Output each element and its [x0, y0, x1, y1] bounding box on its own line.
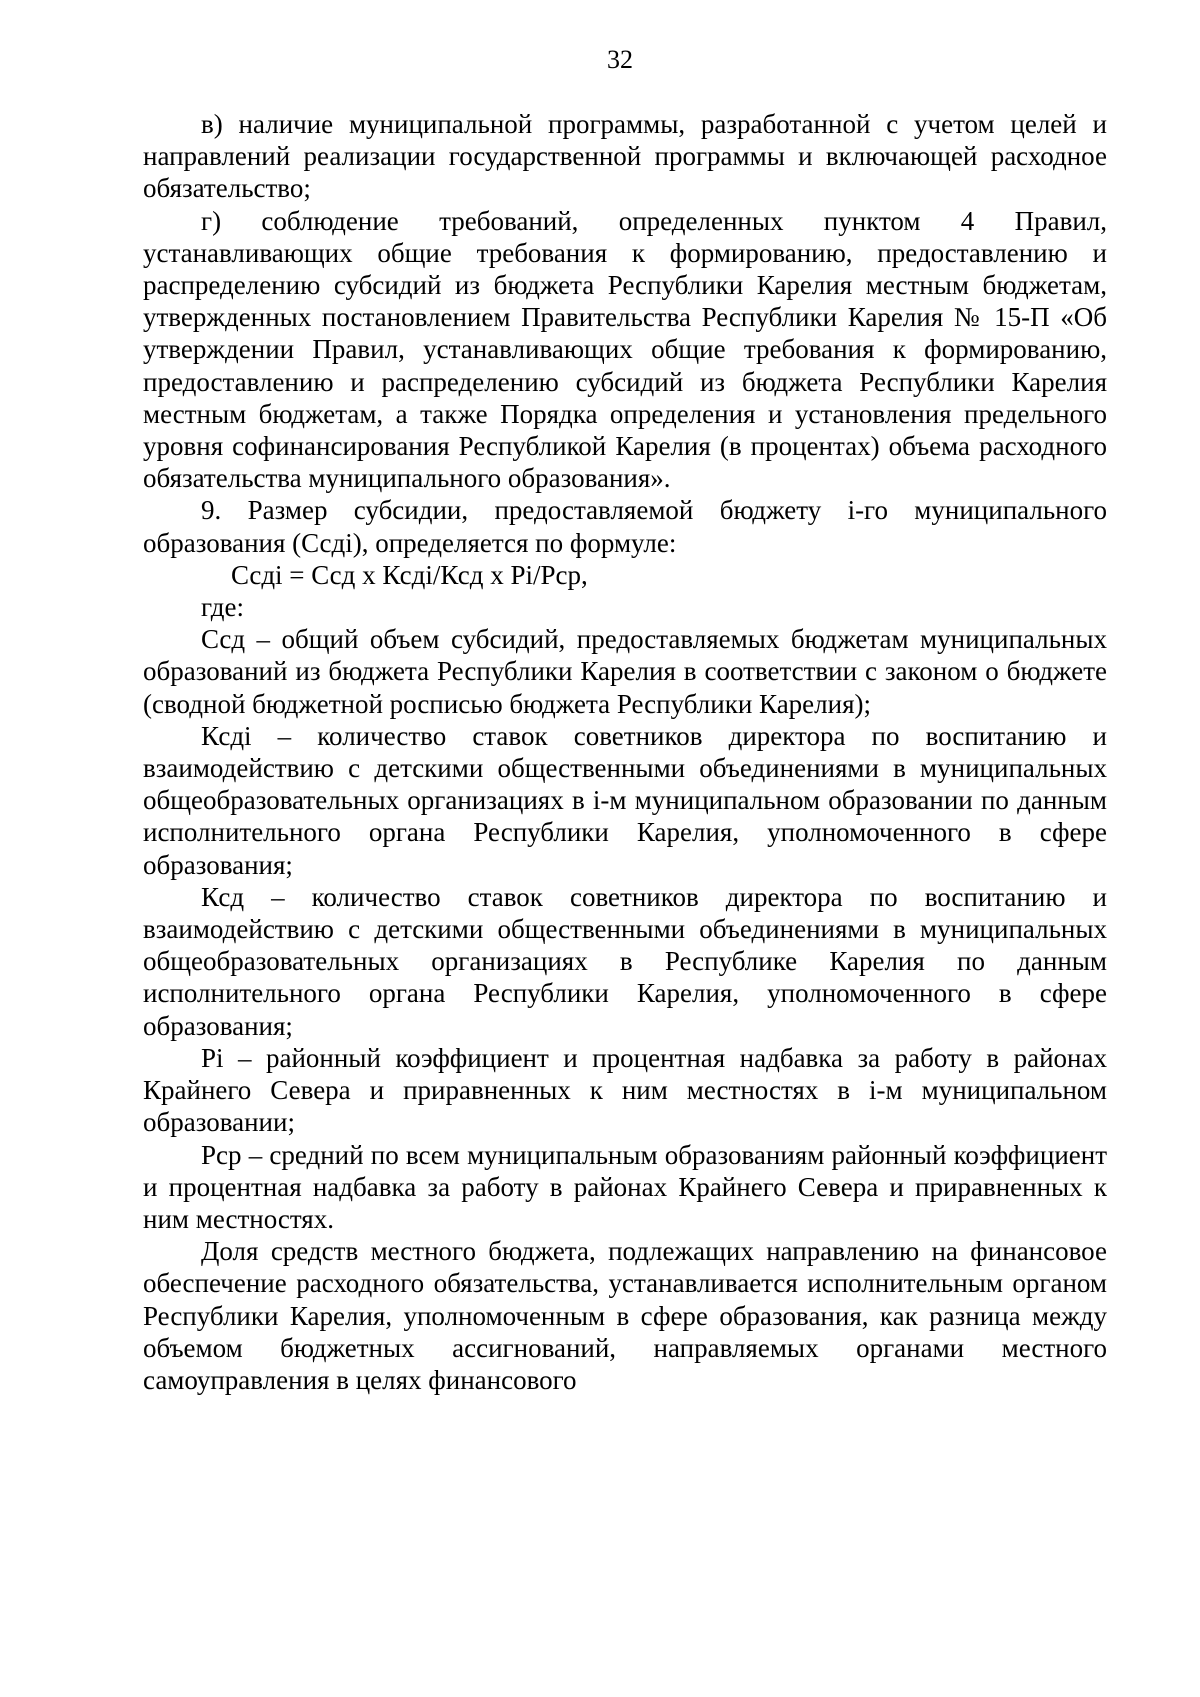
paragraph-item-v: в) наличие муниципальной программы, разработанной с учетом целей и направлений реализации государственной программы и включающей расходное обязательство;: [143, 109, 1107, 204]
document-body: [143, 108, 1107, 1396]
where-label: где:: [201, 592, 244, 623]
paragraph-local-budget-share: Доля средств местного бюджета, подлежащих направлению на финансовое обеспечение расходного обязательства, устанавливается исполнительным органом Республики Карелия, уполномоченным в сфере образования, как разница между объемом бюджетных ассигнований, направляемых органами местного самоуправления в целях финансового: [143, 1236, 1107, 1395]
page-number: 32: [607, 45, 633, 74]
paragraph-item-g: г) соблюдение требований, определенных пунктом 4 Правил, устанавливающих общие требования к формированию, предоставлению и распределению субсидий из бюджета Республики Карелия местным бюджетам, утвержденных постановлением Правительства Республики Карелия № 15-П «Об утверждении Правил, устанавливающих общие требования к формированию, предоставлению и распределению субсидий из бюджета Республики Карелия местным бюджетам, а также Порядка определения и установления предельного уровня софинансирования Республикой Карелия (в процентах) объема расходного обязательства муниципального образования».: [143, 205, 1107, 494]
paragraph-item-9: 9. Размер субсидии, предоставляемой бюджету i-го муниципального образования (Ссдi), определяется по формуле:: [143, 495, 1107, 558]
definition-ksd: Ксд – количество ставок советников директора по воспитанию и взаимодействию с детскими общественными объединениями в муниципальных общеобразовательных организациях в Республике Карелия по данным исполнительного органа Республики Карелия, уполномоченного в сфере образования;: [143, 881, 1107, 1041]
definition-rsr: Рср – средний по всем муниципальным образованиям районный коэффициент и процентная надбавка за работу в районах Крайнего Севера и приравненных к ним местностях.: [143, 1139, 1107, 1234]
definition-ksdi: Ксдi – количество ставок советников директора по воспитанию и взаимодействию с детскими общественными объединениями в муниципальных общеобразовательных организациях в i-м муниципальном образовании по данным исполнительного органа Республики Карелия, уполномоченного в сфере образования;: [143, 720, 1107, 880]
subsidy-formula: Ссдi = Ссд x Ксдi/Ксд x Рi/Рср,: [231, 559, 588, 590]
definition-ssd: Ссд – общий объем субсидий, предоставляемых бюджетам муниципальных образований из бюджета Республики Карелия в соответствии с законом о бюджете (сводной бюджетной росписью бюджета Республики Карелия);: [143, 624, 1107, 719]
definition-ri: Рi – районный коэффициент и процентная надбавка за работу в районах Крайнего Севера и приравненных к ним местностях в i-м муниципальном образовании;: [143, 1042, 1107, 1138]
